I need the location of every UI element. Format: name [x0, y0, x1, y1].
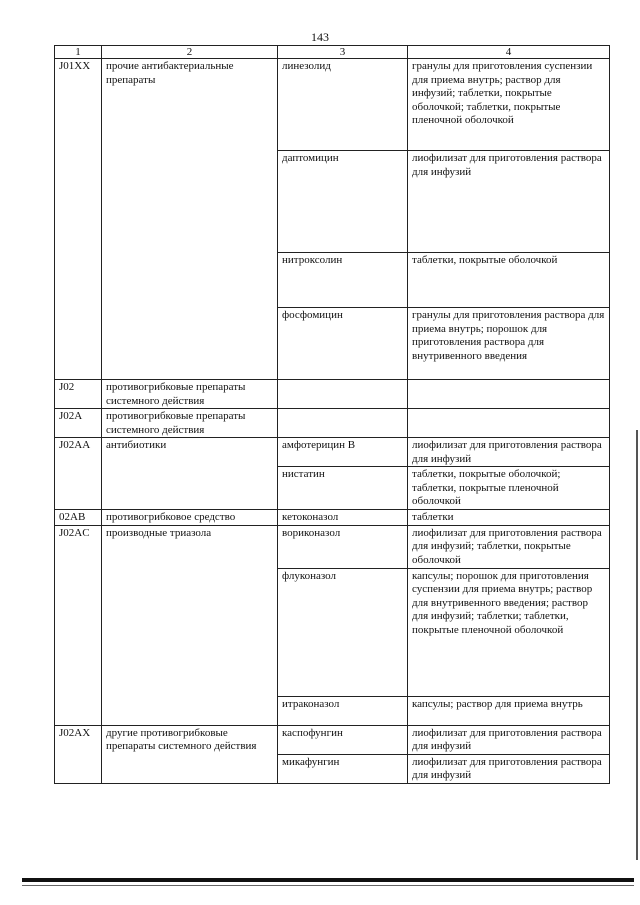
atc-group-name: другие противогрибковые препараты системного действия: [102, 725, 278, 783]
atc-code: J02AX: [55, 725, 102, 783]
table-row: [55, 725, 610, 754]
drug-name: флуконазол: [278, 568, 408, 696]
drug-name: микафунгин: [278, 754, 408, 783]
scan-bottom-bar: [22, 878, 634, 882]
table-row: [55, 59, 610, 151]
atc-code: J02A: [55, 409, 102, 438]
dosage-forms: лиофилизат для приготовления раствора для инфузий: [408, 438, 610, 467]
atc-code: J02AC: [55, 525, 102, 725]
column-header: 3: [278, 46, 408, 59]
dosage-forms: гранулы для приготовления раствора для приема внутрь; порошок для приготовления раствора для внутривенного введения: [408, 308, 610, 380]
column-header: 1: [55, 46, 102, 59]
dosage-forms: капсулы; порошок для приготовления суспензии для приема внутрь; раствор для внутривенного введения; раствор для инфузий; таблетки; таблетки, покрытые пленочной оболочкой: [408, 568, 610, 696]
atc-code: J02: [55, 380, 102, 409]
drug-name: фосфомицин: [278, 308, 408, 380]
drug-name: итраконазол: [278, 696, 408, 725]
table-row: [55, 510, 610, 526]
empty-cell: [278, 409, 408, 438]
atc-group-name: антибиотики: [102, 438, 278, 510]
column-header: 4: [408, 46, 610, 59]
atc-group-name: противогрибковые препараты системного действия: [102, 380, 278, 409]
column-header: 2: [102, 46, 278, 59]
dosage-forms: лиофилизат для приготовления раствора для инфузий: [408, 725, 610, 754]
dosage-forms: гранулы для приготовления суспензии для приема внутрь; раствор для инфузий; таблетки, покрытые оболочкой; таблетки, покрытые пленочной оболочкой: [408, 59, 610, 151]
drug-name: вориконазол: [278, 525, 408, 568]
drug-name: кетоконазол: [278, 510, 408, 526]
table-row: [55, 380, 610, 409]
table-row: [55, 525, 610, 568]
dosage-forms: таблетки, покрытые оболочкой: [408, 253, 610, 308]
atc-code: J01XX: [55, 59, 102, 380]
atc-group-name: противогрибковое средство: [102, 510, 278, 526]
empty-cell: [408, 409, 610, 438]
dosage-forms: лиофилизат для приготовления раствора для инфузий; таблетки, покрытые оболочкой: [408, 525, 610, 568]
drug-name: каспофунгин: [278, 725, 408, 754]
page-number: 143: [311, 30, 329, 44]
empty-cell: [278, 380, 408, 409]
atc-group-name: противогрибковые препараты системного действия: [102, 409, 278, 438]
dosage-forms: капсулы; раствор для приема внутрь: [408, 696, 610, 725]
drug-name: нитроксолин: [278, 253, 408, 308]
atc-group-name: прочие антибактериальные препараты: [102, 59, 278, 380]
dosage-forms: лиофилизат для приготовления раствора для инфузий: [408, 151, 610, 253]
scan-edge-shadow: [636, 430, 638, 860]
header-row: [55, 46, 610, 59]
atc-code: J02AA: [55, 438, 102, 510]
atc-group-name: производные триазола: [102, 525, 278, 725]
scan-bottom-line: [22, 885, 634, 886]
dosage-forms: таблетки, покрытые оболочкой; таблетки, покрытые пленочной оболочкой: [408, 467, 610, 510]
drug-name: амфотерицин В: [278, 438, 408, 467]
atc-code: 02AB: [55, 510, 102, 526]
drug-name: даптомицин: [278, 151, 408, 253]
table-row: [55, 409, 610, 438]
drug-table: [54, 45, 610, 784]
dosage-forms: таблетки: [408, 510, 610, 526]
table-row: [55, 438, 610, 467]
empty-cell: [408, 380, 610, 409]
drug-name: линезолид: [278, 59, 408, 151]
drug-name: нистатин: [278, 467, 408, 510]
dosage-forms: лиофилизат для приготовления раствора для инфузий: [408, 754, 610, 783]
